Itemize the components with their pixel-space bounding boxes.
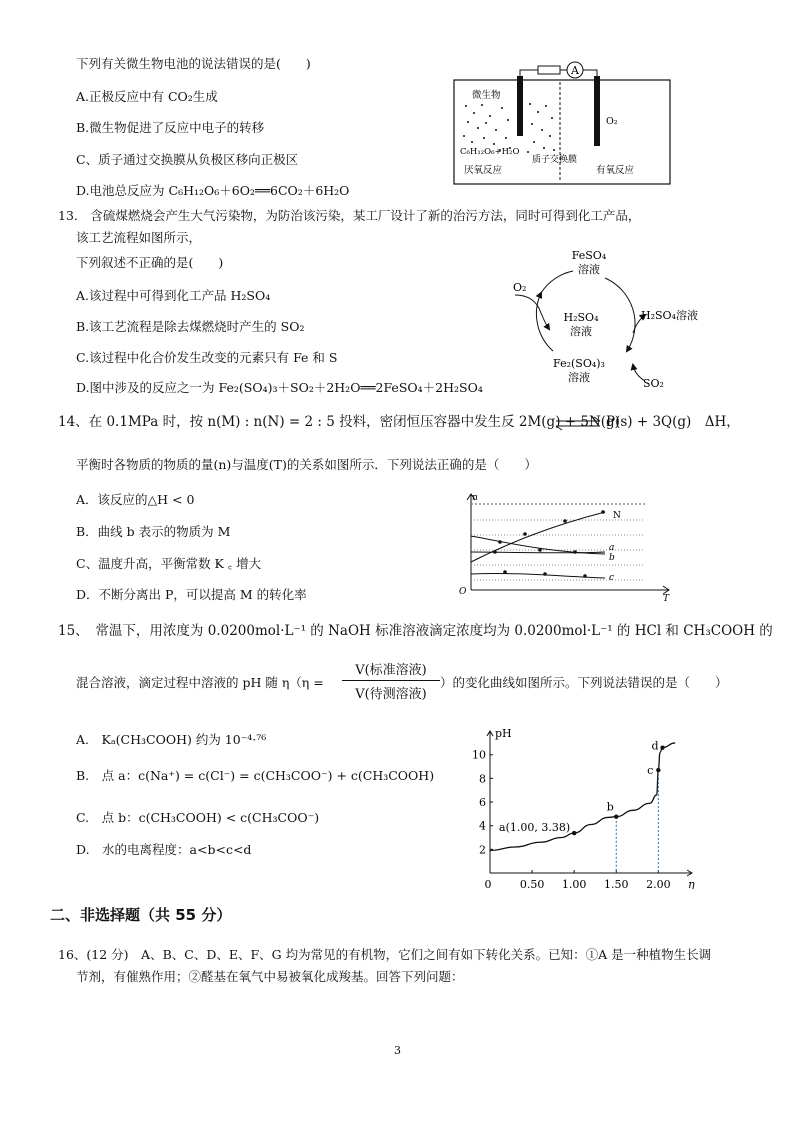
q13-option-d: D.图中涉及的反应之一为 Fe₂(SO₄)₃＋SO₂＋2H₂O══2FeSO₄＋2H₂SO₄	[76, 380, 483, 395]
anaerobic-label: 厌氧反应	[464, 165, 503, 176]
q12-option-b: B.微生物促进了反应中电子的转移	[76, 120, 265, 135]
q14-option-c: C、温度升高，平衡常数 K ꜀ 增大	[76, 556, 262, 571]
ph-curve	[490, 743, 675, 851]
fe2so43-label: Fe₂(SO₄)₃	[553, 357, 605, 370]
q12-option-d: D.电池总反应为 C₆H₁₂O₆＋6O₂══6CO₂＋6H₂O	[76, 183, 350, 198]
eta-fraction	[342, 659, 440, 702]
q12-option-c: C、质子通过交换膜从负极区移向正极区	[76, 152, 299, 167]
h2so4-label: H₂SO₄	[563, 311, 599, 324]
y-tick-label: 4	[479, 819, 486, 833]
point-a	[572, 831, 576, 835]
q12-option-a: A.正极反应中有 CO₂生成	[76, 89, 218, 104]
q12-stem: 下列有关微生物电池的说法错误的是( )	[76, 56, 311, 71]
q15-option-d: D. 水的电离程度：a<b<c<d	[76, 842, 252, 857]
x-tick-label: 0.50	[519, 878, 545, 889]
curve-c-label: c	[609, 573, 615, 583]
point-a-label: a(1.00, 3.38)	[499, 821, 571, 835]
o2-input-label: O₂	[513, 281, 527, 294]
curve-b-label: b	[609, 553, 615, 563]
q16-line-2: 节剂，有催熟作用；②醛基在氧气中易被氧化成羧基。回答下列问题：	[76, 969, 464, 984]
q14-option-a: A．该反应的△H < 0	[76, 492, 195, 507]
fe2so43-solution-label: 溶液	[568, 371, 590, 384]
q14-option-d: D．不断分离出 P，可以提高 M 的转化率	[76, 587, 307, 602]
glucose-label: C₆H₁₂O₆+H₂O	[460, 147, 520, 157]
aerobic-label: 有氧反应	[596, 165, 635, 176]
curve-n-label: N	[613, 511, 621, 521]
y-tick-label: 6	[479, 796, 486, 810]
point-d-label: d	[651, 739, 659, 753]
microbial-cell-diagram	[450, 58, 675, 190]
q14-option-b: B．曲线 b 表示的物质为 M	[76, 524, 231, 539]
q13-ask: 下列叙述不正确的是( )	[76, 255, 224, 270]
q15-option-b: B. 点 a：c(Na⁺) = c(Cl⁻) = c(CH₃COO⁻) + c(CH₃COOH)	[76, 768, 435, 783]
ammeter-label: A	[571, 64, 579, 77]
point-d	[660, 745, 664, 749]
q13-stem: 13. 含硫煤燃烧会产生大气污染物，为防治该污染，某工厂设计了新的治污方法，同时可得到化工产品，	[58, 208, 641, 223]
q13-option-c: C.该过程中化合价发生改变的元素只有 Fe 和 S	[76, 350, 338, 365]
y-axis-label: n	[472, 493, 478, 503]
q15-stem: 15、 常温下，用浓度为 0.0200mol·L⁻¹ 的 NaOH 标准溶液滴定浓度均为 0.0200mol·L⁻¹ 的 HCl 和 CH₃COOH 的	[58, 623, 773, 639]
q14-stem-2: 平衡时各物质的物质的量(n)与温度(T)的关系如图所示．下列说法正确的是（ ）	[76, 457, 537, 472]
h2so4-solution-label: 溶液	[570, 325, 592, 338]
q13-stem-2: 该工艺流程如图所示，	[76, 230, 202, 245]
x-axis-label: η	[688, 878, 695, 889]
page-number: 3	[394, 1044, 401, 1057]
curve-a-label: a	[609, 543, 615, 553]
q14-stem-b: P(s) + 3Q(g) ΔH，	[606, 414, 740, 430]
point-c-label: c	[647, 764, 654, 778]
o2-label: O₂	[606, 116, 618, 127]
x-tick-label: 0	[484, 878, 492, 889]
q16-line-1: 16、(12 分) A、B、C、D、E、F、G 均为常见的有机物，它们之间有如下转化关系。已知：①A 是一种植物生长调	[58, 947, 712, 962]
section-header: 二、非选择题（共 55 分）	[50, 906, 232, 924]
x-tick-label: 2.00	[646, 878, 671, 889]
ph-titration-chart	[470, 727, 702, 889]
x-axis-label: T	[663, 594, 670, 602]
y-axis-label: pH	[495, 727, 512, 740]
feso4-solution-label: 溶液	[578, 263, 600, 276]
equilibrium-arrow-icon	[554, 416, 604, 432]
q15-stem-2a: 混合溶液，滴定过程中溶液的 pH 随 η（η =	[76, 675, 324, 690]
q15-option-a: A. Kₐ(CH₃COOH) 约为 10⁻⁴·⁷⁶	[76, 732, 267, 747]
y-tick-label: 8	[479, 772, 486, 786]
y-tick-label: 2	[479, 843, 486, 857]
so2-input-label: SO₂	[643, 377, 664, 390]
sulfur-cycle-diagram	[505, 243, 720, 393]
q13-option-b: B.该工艺流程是除去煤燃烧时产生的 SO₂	[76, 319, 305, 334]
eta-numerator: V(标准溶液)	[342, 659, 440, 681]
y-tick-label: 10	[472, 748, 486, 762]
q15-stem-2b: ）的变化曲线如图所示。下列说法错误的是（ ）	[440, 675, 728, 690]
x-tick-label: 1.50	[604, 878, 629, 889]
membrane-label: 质子交换膜	[532, 155, 578, 165]
point-b-label: b	[606, 800, 614, 814]
origin-label: O	[459, 587, 467, 597]
q14-stem-a: 14、在 0.1MPa 时，按 n(M) : n(N) = 2 : 5 投料，密闭恒压容器中发生反 2M(g) + 5N(g)	[58, 414, 620, 430]
eta-denominator: V(待测溶液)	[355, 687, 427, 702]
q13-option-a: A.该过程中可得到化工产品 H₂SO₄	[76, 288, 271, 303]
x-tick-label: 1.00	[561, 878, 587, 889]
point-b	[614, 815, 618, 819]
feso4-label: FeSO₄	[571, 249, 607, 262]
q15-option-c: C. 点 b：c(CH₃COOH) < c(CH₃COO⁻)	[76, 810, 320, 825]
h2so4-out-label: H₂SO₄溶液	[641, 309, 698, 322]
microbe-label: 微生物	[472, 90, 501, 101]
point-c	[656, 768, 660, 772]
n-vs-t-chart	[455, 490, 685, 602]
